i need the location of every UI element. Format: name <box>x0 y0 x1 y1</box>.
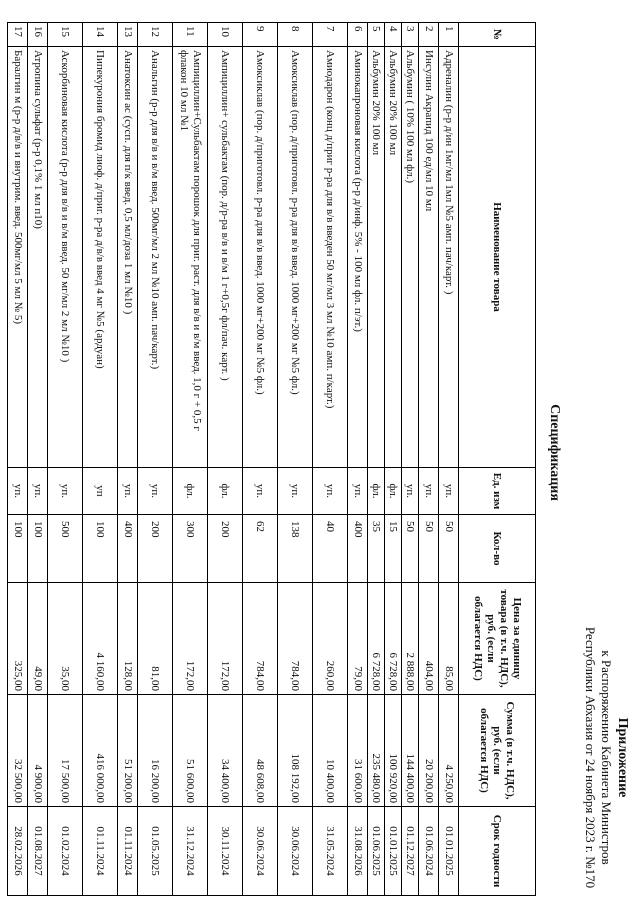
cell-qty: 138 <box>278 515 313 583</box>
cell-expiry: 30.06.2024 <box>243 807 278 896</box>
table-row <box>368 23 385 896</box>
cell-qty: 400 <box>118 515 138 583</box>
table-row <box>278 23 313 896</box>
cell-num: 6 <box>348 23 368 47</box>
cell-num: 9 <box>243 23 278 47</box>
cell-price: 404,00 <box>419 583 439 695</box>
table-row <box>48 23 83 896</box>
cell-price: 172,00 <box>208 583 243 695</box>
table-row <box>118 23 138 896</box>
cell-num: 2 <box>419 23 439 47</box>
cell-unit: уп. <box>419 468 439 515</box>
cell-unit: уп. <box>8 468 28 515</box>
cell-sum: 48 608,00 <box>243 695 278 807</box>
table-row <box>385 23 402 896</box>
cell-expiry: 30.06.2024 <box>278 807 313 896</box>
appendix-line-2: Республики Абхазия от 24 ноября 2023 г. №170 <box>583 626 598 889</box>
cell-name: Амоксиклав (пор. д/приготовл. р-ра для в/в введ. 1000 мг+200 мг №5 фл.) <box>278 47 313 468</box>
appendix-line-1: к Распоряжению Кабинета Министров <box>599 650 614 865</box>
table-row <box>8 23 28 896</box>
cell-unit: уп. <box>118 468 138 515</box>
column-header-name: Наименование товара <box>459 47 536 468</box>
cell-unit: уп. <box>439 468 459 515</box>
cell-qty: 62 <box>243 515 278 583</box>
cell-num: 10 <box>208 23 243 47</box>
cell-name: Альбумин ( 10% 100 мл фл.) <box>402 47 419 468</box>
cell-qty: 50 <box>439 515 459 583</box>
table-row <box>208 23 243 896</box>
cell-qty: 50 <box>419 515 439 583</box>
table-row <box>138 23 173 896</box>
column-header-num: № <box>459 23 536 47</box>
cell-num: 15 <box>48 23 83 47</box>
cell-expiry: 01.12.2027 <box>402 807 419 896</box>
cell-name: Анатоксин ас (сусп. для п/к введ. 0,5 мл/доза 1 мл №10 ) <box>118 47 138 468</box>
cell-price: 172,00 <box>173 583 208 695</box>
cell-unit: уп. <box>348 468 368 515</box>
cell-price: 784,00 <box>278 583 313 695</box>
cell-sum: 16 200,00 <box>138 695 173 807</box>
cell-num: 13 <box>118 23 138 47</box>
cell-unit: уп. <box>313 468 348 515</box>
cell-name: Баралгин м (р-р д/в/в и внутрим. введ. 500мг/мл 5 мл № 5) <box>8 47 28 468</box>
specification-table <box>7 22 536 896</box>
cell-name: Аскорбиновая кислота (р-р для в/в и в/м введ. 50 мг/мл 2 мл №10 ) <box>48 47 83 468</box>
cell-qty: 35 <box>368 515 385 583</box>
cell-sum: 51 600,00 <box>173 695 208 807</box>
cell-qty: 100 <box>8 515 28 583</box>
cell-price: 128,00 <box>118 583 138 695</box>
cell-price: 784,00 <box>243 583 278 695</box>
cell-sum: 235 480,00 <box>368 695 385 807</box>
column-header-price: Цена за единицу товара (в т.ч. НДС), руб. (если облагается НДС) <box>459 583 536 695</box>
cell-price: 260,00 <box>313 583 348 695</box>
cell-expiry: 01.06.2024 <box>419 807 439 896</box>
table-row <box>402 23 419 896</box>
cell-qty: 200 <box>138 515 173 583</box>
cell-sum: 17 500,00 <box>48 695 83 807</box>
cell-expiry: 01.05.2025 <box>138 807 173 896</box>
cell-price: 49,00 <box>28 583 48 695</box>
cell-name: Атропина сульфат (р-р 0,1% 1 мл п10) <box>28 47 48 468</box>
table-row <box>313 23 348 896</box>
cell-qty: 40 <box>313 515 348 583</box>
cell-name: Адреналин (р-р д/ин 1мг/мл 1мл №5 амп. пач/карт. ) <box>439 47 459 468</box>
cell-unit: уп. <box>243 468 278 515</box>
cell-name: Амоксиклав (пор. д/приготовл. р-ра для в/в введ. 1000 мг+200 мг №5 фл.) <box>243 47 278 468</box>
cell-num: 14 <box>83 23 118 47</box>
cell-price: 85,00 <box>439 583 459 695</box>
cell-sum: 4 250,00 <box>439 695 459 807</box>
cell-expiry: 01.06.2025 <box>368 807 385 896</box>
cell-sum: 4 900,00 <box>28 695 48 807</box>
cell-sum: 31 600,00 <box>348 695 368 807</box>
cell-qty: 100 <box>28 515 48 583</box>
column-header-qty: Кол-во <box>459 515 536 583</box>
table-row <box>243 23 278 896</box>
cell-num: 17 <box>8 23 28 47</box>
appendix-title: Приложение <box>615 717 630 798</box>
cell-unit: фл. <box>385 468 402 515</box>
cell-expiry: 31.12.2024 <box>173 807 208 896</box>
cell-expiry: 01.08.2027 <box>28 807 48 896</box>
cell-num: 7 <box>313 23 348 47</box>
cell-name: Пипекурония бромид лиоф. д/приг. р-ра д/в/в введ 4 мг №5 (ардуан) <box>83 47 118 468</box>
cell-expiry: 28.02.2026 <box>8 807 28 896</box>
cell-qty: 500 <box>48 515 83 583</box>
cell-expiry: 30.11.2024 <box>208 807 243 896</box>
cell-sum: 32 500,00 <box>8 695 28 807</box>
cell-price: 6 728,00 <box>385 583 402 695</box>
cell-num: 12 <box>138 23 173 47</box>
table-row <box>173 23 208 896</box>
cell-sum: 20 200,00 <box>419 695 439 807</box>
table-row <box>419 23 439 896</box>
specification-title: Спецификация <box>547 404 562 501</box>
cell-num: 3 <box>402 23 419 47</box>
cell-name: Амиодарон (конц д/приг р-ра для в/в введен 50 мг/мл 3 мл №10 амп. п/карт.) <box>313 47 348 468</box>
column-header-sum: Сумма (в т.ч. НДС), руб. (если облагается НДС) <box>459 695 536 807</box>
cell-qty: 200 <box>208 515 243 583</box>
table-header-row <box>459 23 536 896</box>
table-row <box>83 23 118 896</box>
cell-expiry: 01.01.2025 <box>439 807 459 896</box>
cell-sum: 51 200,00 <box>118 695 138 807</box>
cell-price: 6 728,00 <box>368 583 385 695</box>
cell-sum: 416 000,00 <box>83 695 118 807</box>
cell-expiry: 01.01.2025 <box>385 807 402 896</box>
cell-unit: уп. <box>138 468 173 515</box>
cell-expiry: 31.08.2026 <box>348 807 368 896</box>
cell-unit: фл. <box>368 468 385 515</box>
cell-qty: 400 <box>348 515 368 583</box>
cell-qty: 15 <box>385 515 402 583</box>
cell-unit: уп. <box>48 468 83 515</box>
table-row <box>28 23 48 896</box>
cell-expiry: 01.11.2024 <box>83 807 118 896</box>
cell-num: 16 <box>28 23 48 47</box>
cell-num: 1 <box>439 23 459 47</box>
cell-expiry: 01.11.2024 <box>118 807 138 896</box>
cell-num: 8 <box>278 23 313 47</box>
cell-sum: 100 920,00 <box>385 695 402 807</box>
cell-sum: 108 192,00 <box>278 695 313 807</box>
column-header-expiry: Срок годности <box>459 807 536 896</box>
column-header-unit: Ед. изм <box>459 468 536 515</box>
cell-qty: 50 <box>402 515 419 583</box>
cell-price: 325,00 <box>8 583 28 695</box>
cell-qty: 100 <box>83 515 118 583</box>
cell-price: 4 160,00 <box>83 583 118 695</box>
cell-name: Альбумин 20% 100 мл <box>385 47 402 468</box>
cell-sum: 10 400,00 <box>313 695 348 807</box>
cell-unit: уп. <box>28 468 48 515</box>
cell-num: 5 <box>368 23 385 47</box>
cell-unit: уп. <box>402 468 419 515</box>
cell-unit: фл. <box>208 468 243 515</box>
cell-unit: уп. <box>278 468 313 515</box>
cell-name: Анальгин (р-р для в/в и в/м введ. 500мг/мл 2 мл №10 амп. пач/карт.) <box>138 47 173 468</box>
cell-sum: 144 400,00 <box>402 695 419 807</box>
table-body <box>8 23 459 896</box>
cell-expiry: 01.02.2024 <box>48 807 83 896</box>
cell-price: 81,00 <box>138 583 173 695</box>
cell-num: 4 <box>385 23 402 47</box>
cell-price: 79,00 <box>348 583 368 695</box>
cell-num: 11 <box>173 23 208 47</box>
cell-sum: 34 400,00 <box>208 695 243 807</box>
cell-name: Альбумин 20% 100 мл <box>368 47 385 468</box>
cell-price: 2 888,00 <box>402 583 419 695</box>
cell-name: Инсулин Акрапид 100 ед/мл 10 мл <box>419 47 439 468</box>
cell-name: Аминокапроновая кислота (р-р д/инф. 5% - 100 мл фл. п/эт.) <box>348 47 368 468</box>
appendix-header <box>582 620 630 895</box>
table-row <box>439 23 459 896</box>
cell-unit: уп <box>83 468 118 515</box>
cell-name: Ампициллин+ сульбактам (пор. д/р-ра в/в и в/м 1 г+0,5г фл/пач. карт. ) <box>208 47 243 468</box>
table-row <box>348 23 368 896</box>
cell-unit: фл. <box>173 468 208 515</box>
cell-qty: 300 <box>173 515 208 583</box>
cell-name: Ампициллин+Сульбактам порошок для приг. раст. для в/в и в/м введ. 1,0 г + 0,5 г флакон 10 мл №1 <box>173 47 208 468</box>
cell-expiry: 31.05.2024 <box>313 807 348 896</box>
cell-price: 35,00 <box>48 583 83 695</box>
